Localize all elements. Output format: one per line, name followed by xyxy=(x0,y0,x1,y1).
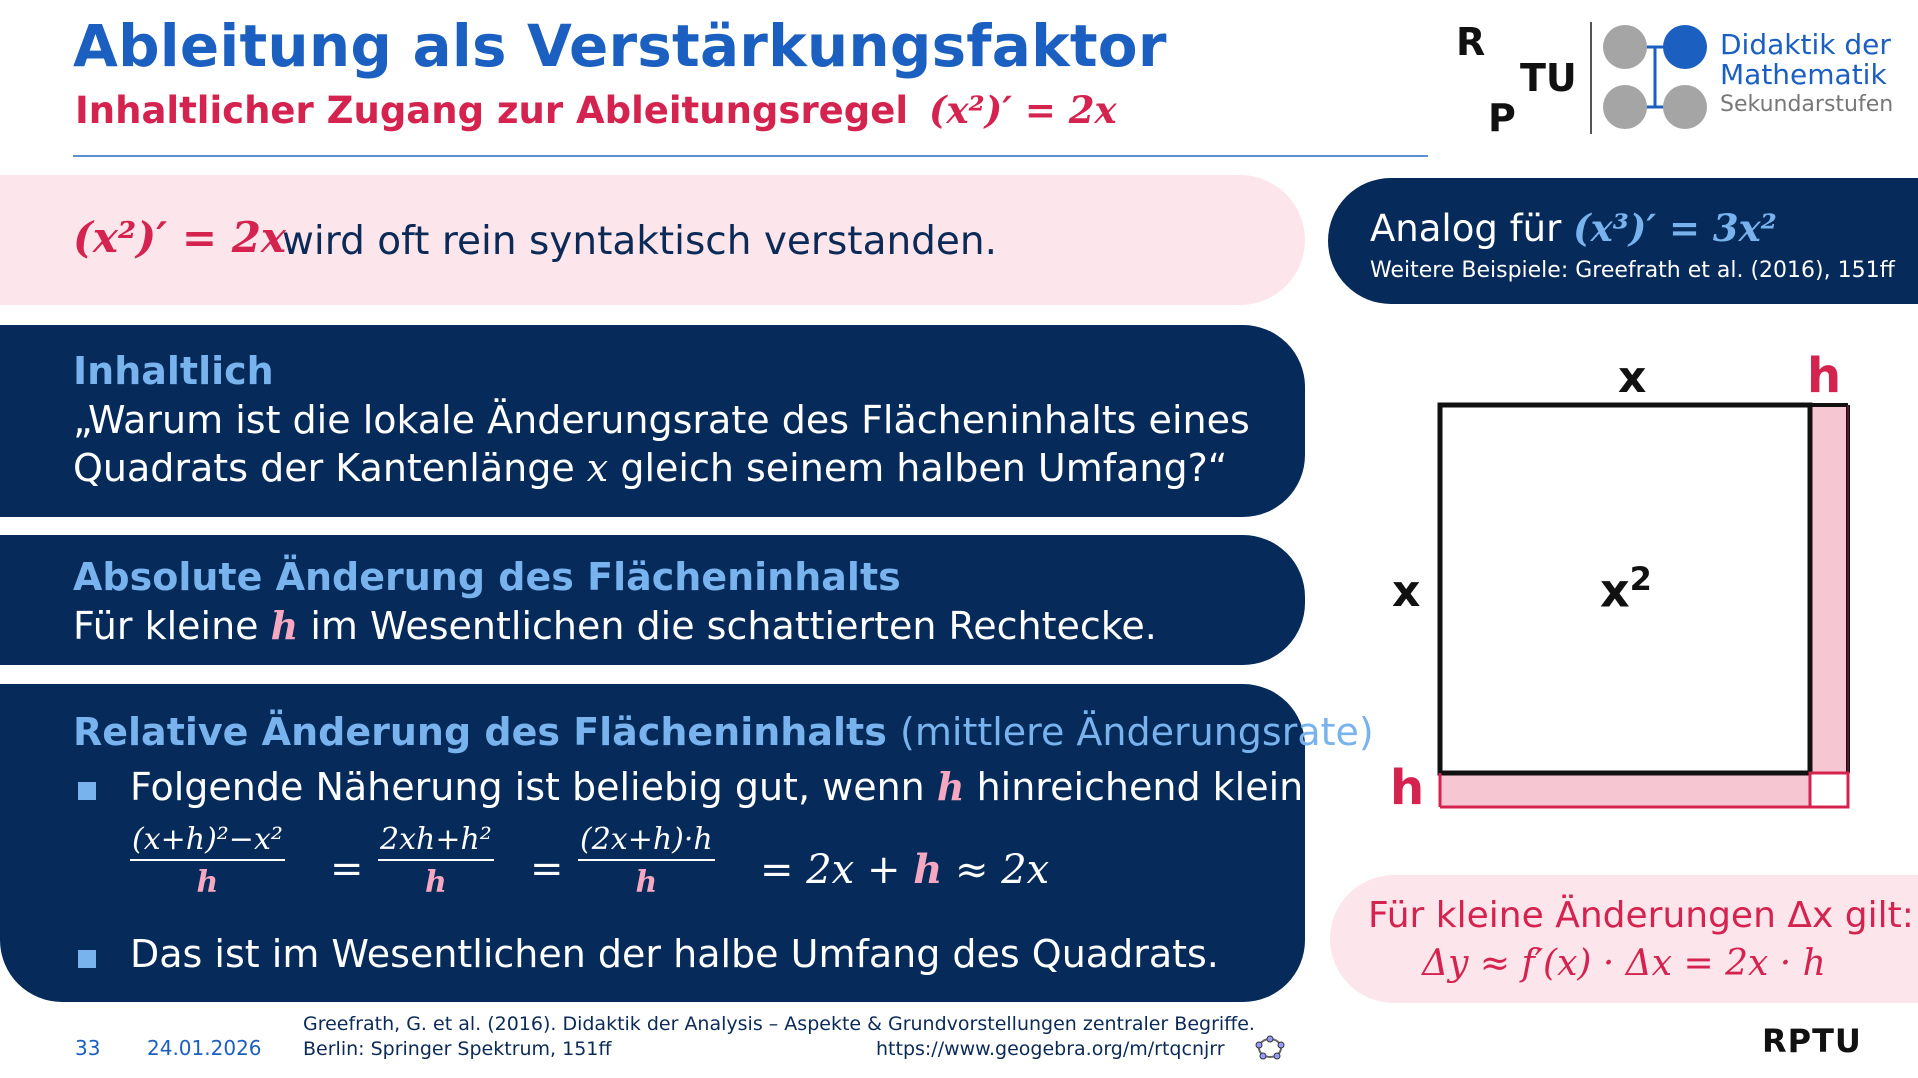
logo-letter-tu: TU xyxy=(1520,56,1577,100)
fraction-2 xyxy=(378,822,494,900)
bullet1-var: h xyxy=(936,764,965,809)
relative-heading-paren: (mittlere Änderungsrate) xyxy=(900,710,1374,754)
logo-line2: Mathematik xyxy=(1720,58,1887,91)
equals-1: = xyxy=(330,846,364,892)
subtitle-text: Inhaltlicher Zugang zur Ableitungsregel xyxy=(75,89,909,132)
analog-box xyxy=(1328,178,1918,304)
inhaltlich-heading: Inhaltlich xyxy=(73,349,274,393)
bullet-1 xyxy=(78,782,96,800)
fraction-1-numerator: (x+h)²−x² xyxy=(130,822,285,861)
logo-line1: Didaktik der xyxy=(1720,28,1891,61)
page-number: 33 xyxy=(75,1036,101,1060)
approx-box xyxy=(1330,875,1918,1003)
logo-letter-p: P xyxy=(1488,96,1516,140)
inhaltlich-line2 xyxy=(73,446,1227,490)
intro-formula: (x²)′ = 2x xyxy=(73,213,286,262)
equals-2: = xyxy=(530,846,564,892)
relative-heading-main: Relative Änderung des Flächeninhalts xyxy=(73,710,887,754)
inhaltlich-line2-a: Quadrats der Kantenlänge xyxy=(73,446,575,490)
absolute-text-b: im Wesentlichen die schattierten Rechtecke. xyxy=(310,604,1157,648)
absolute-text-a: Für kleine xyxy=(73,604,259,648)
inhaltlich-line2-b: gleich seinem halben Umfang?“ xyxy=(620,446,1228,490)
relative-heading xyxy=(73,710,1374,754)
shaded-rect-right xyxy=(1810,405,1848,807)
inhaltlich-line1: „Warum ist die lokale Änderungsrate des Flächeninhalts eines xyxy=(73,398,1250,442)
small-square-h xyxy=(1810,773,1848,807)
logo-line3: Sekundarstufen xyxy=(1720,92,1894,117)
page-subtitle xyxy=(75,88,1117,132)
diagram-label-left-h: h xyxy=(1390,760,1425,816)
fraction-1-denominator: h xyxy=(196,865,219,900)
analog-formula: (x³)′ = 3x² xyxy=(1573,206,1777,250)
diagram-label-left-x: x xyxy=(1392,566,1421,617)
logo-divider xyxy=(1590,22,1592,134)
inhaltlich-var: x xyxy=(586,446,609,490)
result-var: h xyxy=(913,846,943,893)
fraction-2-numerator: 2xh+h² xyxy=(378,822,494,861)
fraction-3-numerator: (2x+h)·h xyxy=(578,822,715,861)
approx-line2: Δy ≈ f′(x) · Δx = 2x · h xyxy=(1422,943,1826,984)
didaktik-dots-logo xyxy=(1600,22,1730,134)
bullet-2 xyxy=(78,950,96,968)
inhaltlich-box xyxy=(0,325,1305,517)
diagram-label-center xyxy=(1600,560,1652,617)
relative-bullet2: Das ist im Wesentlichen der halbe Umfang des Quadrats. xyxy=(130,932,1219,976)
footer-date: 24.01.2026 xyxy=(147,1036,262,1060)
fraction-1 xyxy=(130,822,285,900)
analog-note: Weitere Beispiele: Greefrath et al. (2016), 151ff xyxy=(1370,258,1895,283)
result-a: = 2x + xyxy=(760,847,901,893)
subtitle-formula: (x²)′ = 2x xyxy=(928,88,1117,132)
center-base: x xyxy=(1600,563,1630,618)
logo-letter-r: R xyxy=(1456,20,1486,64)
intro-text: wird oft rein syntaktisch verstanden. xyxy=(282,219,998,264)
absolute-var: h xyxy=(270,603,299,648)
rptu-logo xyxy=(1450,20,1577,140)
fraction-3 xyxy=(578,822,715,900)
absolute-text xyxy=(73,603,1157,648)
fraction-3-denominator: h xyxy=(635,865,658,900)
result-b: ≈ 2x xyxy=(955,847,1050,893)
approx-line1: Für kleine Änderungen Δx gilt: xyxy=(1368,895,1914,936)
logo-text xyxy=(1720,30,1893,120)
diagram-label-top-h: h xyxy=(1807,348,1842,404)
result-expression xyxy=(760,846,1049,893)
analog-label: Analog für xyxy=(1370,207,1562,250)
fraction-2-denominator: h xyxy=(425,865,447,900)
shaded-rect-bottom xyxy=(1440,773,1810,807)
footer-reference-1: Greefrath, G. et al. (2016). Didaktik der Analysis – Aspekte & Grundvorstellungen zentraler Begriffe. xyxy=(303,1013,1255,1035)
absolute-heading: Absolute Änderung des Flächeninhalts xyxy=(73,555,901,599)
page-title: Ableitung als Verstärkungsfaktor xyxy=(73,12,1167,80)
relative-box xyxy=(0,684,1374,1002)
diagram-label-top-x: x xyxy=(1618,352,1647,403)
geogebra-icon[interactable] xyxy=(1255,1034,1285,1062)
intro-box xyxy=(0,175,1305,305)
footer-reference-2: Berlin: Springer Spektrum, 151ff xyxy=(303,1038,612,1060)
bullet1-b: hinreichend klein ist: xyxy=(976,765,1374,809)
analog-line xyxy=(1370,206,1777,250)
geogebra-link[interactable]: https://www.geogebra.org/m/rtqcnjrr xyxy=(876,1038,1225,1060)
relative-bullet1 xyxy=(130,764,1373,809)
absolute-box xyxy=(0,535,1305,665)
center-exp: 2 xyxy=(1629,560,1652,598)
bullet1-a: Folgende Näherung ist beliebig gut, wenn xyxy=(130,765,925,809)
header-divider xyxy=(73,155,1428,157)
footer-brand-logo: RPTU xyxy=(1762,1022,1862,1060)
